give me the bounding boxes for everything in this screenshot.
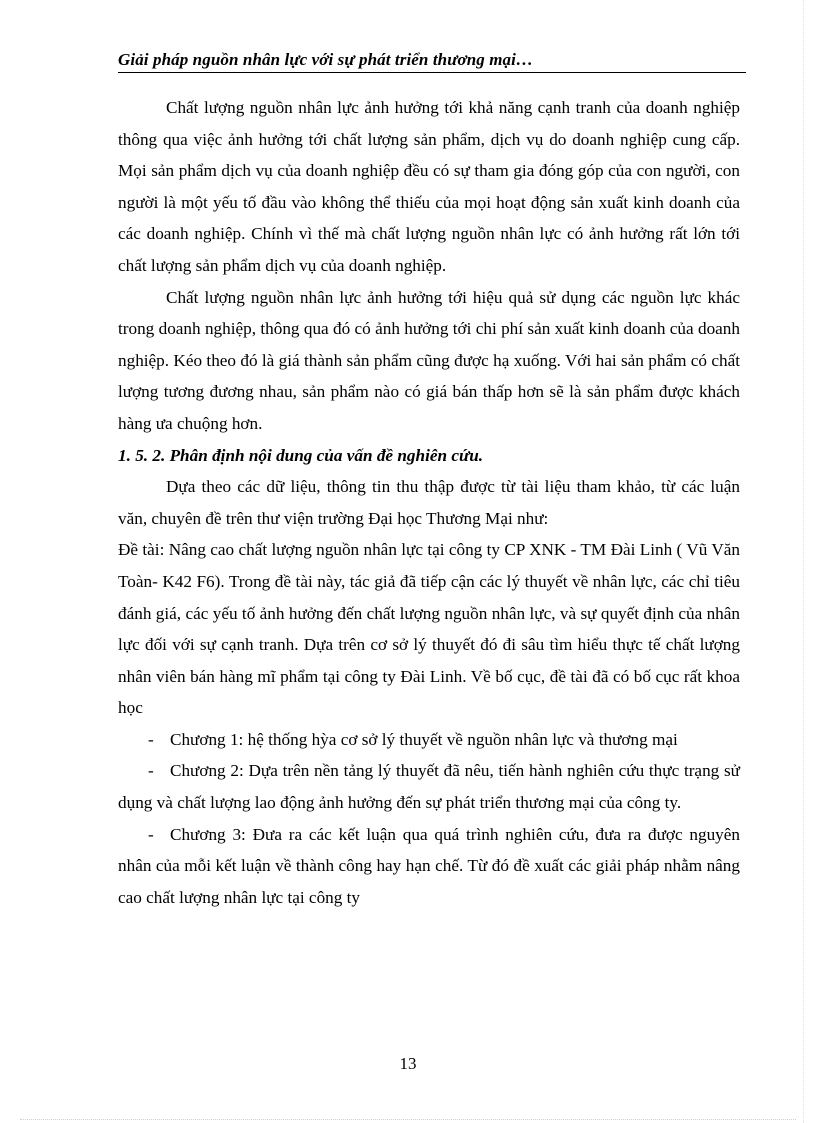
- list-item-chapter-1: [118, 724, 740, 756]
- section-heading: 1. 5. 2. Phân định nội dung của vấn đề nghiên cứu.: [118, 445, 484, 465]
- section-intro: Dựa theo các dữ liệu, thông tin thu thập được từ tài liệu tham khảo, từ các luận văn, chuyên đề trên thư viện trường Đại học Thương Mại như:: [118, 477, 740, 528]
- page-body: [118, 92, 740, 913]
- page-right-divider: [803, 0, 804, 1123]
- topic-paragraph: Đề tài: Nâng cao chất lượng nguồn nhân lực tại công ty CP XNK - TM Đài Linh ( Vũ Văn Toàn- K42 F6). Trong đề tài này, tác giả đã tiếp cận các lý thuyết về nhân lực, các chỉ tiêu đánh giá, các yếu tố ảnh hưởng đến chất lượng nguồn nhân lực, và sự quyết định của nhân lực đối với sự cạnh tranh. Dựa trên cơ sở lý thuyết đó đi sâu tìm hiểu thực tế chất lượng nhân viên bán hàng mĩ phẩm tại công ty Đài Linh. Về bố cục, đề tài đã có bố cục rất khoa học: [118, 540, 740, 718]
- list-item-text: Chương 2: Dựa trên nền tảng lý thuyết đã nêu, tiến hành nghiên cứu thực trạng sử dụng và chất lượng lao động ảnh hưởng đến sự phát triển thương mại của công ty.: [118, 761, 740, 813]
- page-number: 13: [399, 1054, 417, 1073]
- running-header: Giải pháp nguồn nhân lực với sự phát triển thương mại…: [118, 50, 746, 73]
- dash-marker: -: [148, 729, 154, 749]
- paragraph-quality-efficiency: Chất lượng nguồn nhân lực ảnh hưởng tới hiệu quả sử dụng các nguồn lực khác trong doanh nghiệp, thông qua đó có ảnh hưởng tới chi phí sản xuất kinh doanh của doanh nghiệp. Kéo theo đó là giá thành sản phẩm cũng được hạ xuống. Với hai sản phẩm có chất lượng tương đương nhau, sản phẩm nào có giá bán thấp hơn sẽ là sản phẩm được khách hàng ưa chuộng hơn.: [118, 287, 740, 433]
- list-item-text: Chương 1: hệ thống hỳa cơ sở lý thuyết về nguồn nhân lực và thương mại: [170, 729, 678, 749]
- dash-marker: -: [148, 761, 154, 781]
- list-item-chapter-3: [118, 819, 740, 914]
- list-item-chapter-2: [118, 755, 740, 818]
- list-item-text: Chương 3: Đưa ra các kết luận qua quá trình nghiên cứu, đưa ra được nguyên nhân của mỗi kết luận về thành công hay hạn chế. Từ đó đề xuất các giải pháp nhằm nâng cao chất lượng nhân lực tại công ty: [118, 824, 740, 907]
- page-bottom-divider: [20, 1119, 796, 1120]
- paragraph-quality-competition: Chất lượng nguồn nhân lực ảnh hưởng tới khả năng cạnh tranh của doanh nghiệp thông qua việc ảnh hưởng tới chất lượng sản phẩm, dịch vụ do doanh nghiệp cung cấp. Mọi sản phẩm dịch vụ của doanh nghiệp đều có sự tham gia đóng góp của con người, con người là một yếu tố đầu vào không thể thiếu của mọi hoạt động sản xuất kinh doanh của các doanh nghiệp. Chính vì thế mà chất lượng nguồn nhân lực có ảnh hưởng rất lớn tới chất lượng sản phẩm dịch vụ của doanh nghiệp.: [118, 98, 740, 275]
- dash-marker: -: [148, 824, 154, 844]
